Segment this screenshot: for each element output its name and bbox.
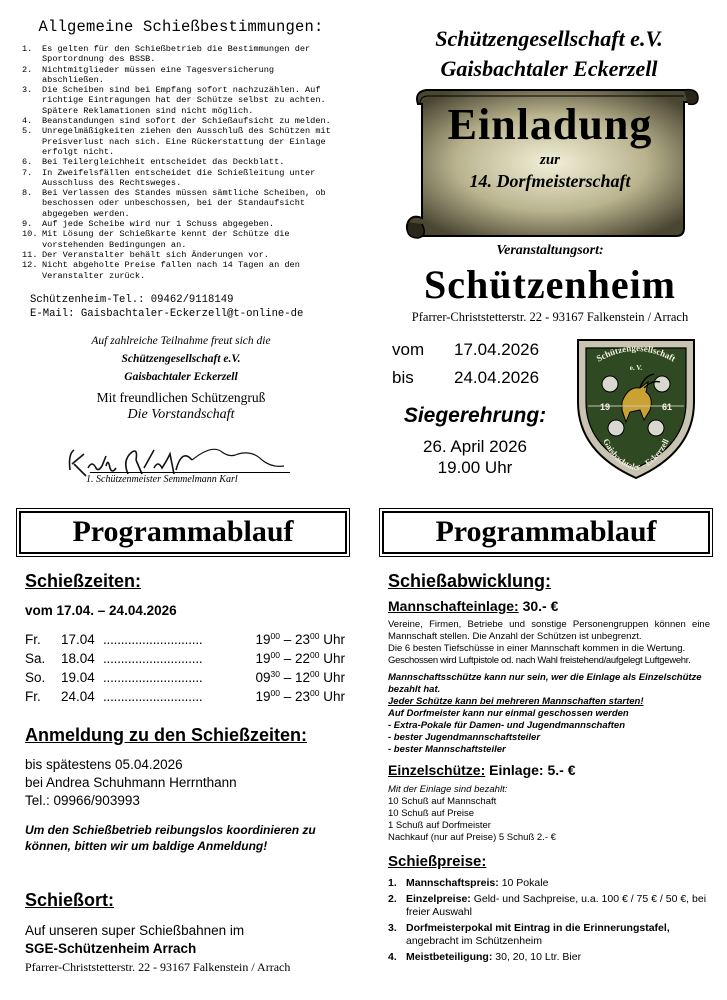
start-hour: 19	[255, 689, 271, 704]
time-unit: Uhr	[323, 651, 345, 666]
schedule-time: $19^{00} - 23^{00}$ Uhr	[255, 631, 345, 647]
team-text-3: Geschossen wird Luftpistole od. nach Wahl freistehend/aufgelegt Luftgewehr.	[388, 655, 691, 666]
rules-section	[22, 18, 340, 423]
prize-item	[388, 922, 710, 948]
rule-number: 6.	[22, 157, 33, 168]
program-title-right: Programmablauf	[382, 511, 710, 554]
prize-text: 30, 20, 10 Ltr. Bier	[495, 951, 582, 963]
invite-line-2: Schützengesellschaft e.V.	[121, 352, 241, 365]
team-note-6: - bester Mannschaftsteiler	[388, 744, 506, 755]
rule-text: Es gelten für den Schießbetrieb die Bestimmungen der Sportordnung des BSSB.	[42, 44, 311, 65]
signature-caption: 1. Schützenmeister Semmelmann Karl	[86, 474, 238, 485]
greeting: Mit freundlichen Schützengruß	[96, 389, 266, 405]
location-heading: Schießort:	[25, 890, 115, 910]
registration-phone: Tel.: 09966/903993	[25, 793, 140, 808]
prize-label: Meistbeteiligung:	[406, 951, 493, 963]
registration-note: Um den Schießbetrieb reibungslos koordinieren zu können, bitten wir um baldige Anmeldung!	[25, 823, 316, 853]
team-note-2: Jeder Schütze kann bei mehreren Mannschaften starten!	[388, 696, 644, 707]
signature-line	[90, 472, 290, 473]
time-unit: Uhr	[323, 670, 345, 685]
prize-label: Dorfmeisterpokal mit Eintrag in die Erinnerungstafel,	[406, 922, 670, 934]
crest-year-right: 61	[662, 402, 673, 412]
schedule-date: 19.04	[61, 670, 95, 685]
team-text-1: Vereine, Firmen, Betriebe und sonstige Personengruppen können eine Mannschaft stellen. Die Anzahl der Schützen ist unbegrenzt.	[388, 619, 710, 642]
prize-label: Mannschaftspreis:	[406, 877, 499, 889]
invite-line-3: Gaisbachtaler Eckerzell	[124, 370, 238, 383]
team-entry-fee: 30.- €	[522, 598, 559, 614]
prizes-list	[388, 877, 710, 967]
ceremony-label: Siegerehrung:	[403, 404, 547, 427]
team-note-4: - Extra-Pokale für Damen- und Jugendmannschaften	[388, 720, 626, 731]
rule-item	[22, 168, 340, 189]
venue-name: Schützenheim	[424, 262, 676, 307]
prize-item	[388, 893, 710, 919]
end-minute: 00	[310, 650, 320, 660]
ceremony-datetime	[395, 436, 555, 478]
end-hour: 23	[294, 632, 310, 647]
contact-email: E-Mail: Gaisbachtaler-Eckerzell@t-online-de	[30, 307, 304, 320]
prize-text: angebracht im Schützenheim	[406, 935, 542, 947]
team-description	[388, 619, 710, 667]
ceremony-time: 19.00 Uhr	[437, 458, 513, 477]
prize-item	[388, 951, 710, 964]
club-crest-logo	[574, 332, 698, 482]
rule-text: Nicht abgeholte Preise fallen nach 14 Tagen an den Veranstalter zurück.	[42, 260, 300, 281]
single-line-3: 1 Schuß auf Dorfmeister	[388, 820, 491, 831]
team-entry-label: Mannschafteinlage:	[388, 598, 519, 614]
rule-number: 10.	[22, 229, 38, 240]
single-entry-details	[388, 784, 710, 844]
rule-number: 7.	[22, 167, 33, 178]
location-address: Pfarrer-Christstetterstr. 22 - 93167 Falkenstein / Arrach	[25, 960, 291, 974]
registration-contact: bei Andrea Schuhmann Herrnthann	[25, 775, 237, 790]
contact-phone: Schützenheim-Tel.: 09462/9118149	[30, 293, 234, 306]
rule-number: 11.	[22, 249, 38, 260]
schedule-row	[25, 687, 345, 706]
crest-top-text: Schützengesellschaft	[594, 342, 678, 364]
shooting-times-heading: Schießzeiten:	[25, 571, 142, 591]
date-from-row	[392, 336, 539, 364]
schedule-dots: ............................	[103, 689, 203, 704]
rule-text: Mit Lösung der Schießkarte kennt der Schütze die vorstehenden Bedingungen an.	[42, 229, 290, 250]
schedule-time: $19^{00} - 22^{00}$ Uhr	[255, 650, 345, 666]
club-name-line-1: Schützengesellschaft e.V.	[435, 26, 663, 51]
invitation-subtitle: 14. Dorfmeisterschaft	[469, 171, 631, 191]
invitation-title: Einladung	[447, 100, 653, 149]
rule-number: 5.	[22, 126, 33, 137]
team-entry-row	[388, 598, 710, 614]
end-minute: 00	[310, 688, 320, 698]
start-minute: 30	[270, 669, 280, 679]
prize-content	[406, 951, 581, 964]
end-hour: 22	[294, 651, 310, 666]
single-entry-fee: Einlage: 5.- €	[489, 762, 576, 778]
prize-text: Geld- und Sachpreise, u.a. 100 € / 75 € / 50 €, bei freier Auswahl	[406, 893, 707, 918]
rule-item	[22, 44, 340, 65]
prize-number: 3.	[388, 922, 397, 934]
schedule-dots: ............................	[103, 651, 203, 666]
rule-number: 8.	[22, 188, 33, 199]
team-note-1: Mannschaftsschütze kann nur sein, wer die Einlage als Einzelschütze bezahlt hat.	[388, 672, 702, 695]
rule-text: Nichtmitglieder müssen eine Tagesversicherung abschließen.	[42, 64, 275, 85]
start-minute: 00	[270, 631, 280, 641]
rule-item	[22, 229, 340, 250]
rule-item	[22, 65, 340, 86]
rule-number: 1.	[22, 44, 33, 54]
single-line-4: Nachkauf (nur auf Preise) 5 Schuß 2.- €	[388, 832, 556, 843]
ceremony-date: 26. April 2026	[423, 437, 527, 456]
location-info	[25, 922, 345, 976]
rule-item	[22, 260, 340, 281]
single-entry-label: Einzelschütze:	[388, 762, 486, 778]
rules-title: Allgemeine Schießbestimmungen:	[38, 18, 324, 36]
venue-label: Veranstaltungsort:	[496, 243, 604, 258]
invitation-banner	[400, 100, 700, 192]
location-line-2: SGE-Schützenheim Arrach	[25, 941, 197, 956]
date-to-value: 24.04.2026	[454, 368, 540, 387]
rule-text: Beanstandungen sind sofort der Schießaufsicht zu melden.	[42, 116, 331, 127]
schedule-day: Fr.	[25, 689, 41, 704]
rule-text: In Zweifelsfällen entscheidet die Schießleitung unter Ausschluss des Rechtsweges.	[42, 167, 316, 188]
team-note-5: - bester Jugendmannschaftsteiler	[388, 732, 541, 743]
team-text-2: Die 6 besten Tiefschüsse in einer Mannschaft kommen in die Wertung.	[388, 643, 686, 654]
crest-year-left: 19	[600, 402, 611, 412]
crest-bottom-text: Gaisbachtaler - Eckerzell	[601, 436, 671, 473]
date-to-row	[392, 364, 539, 392]
program-title-left: Programmablauf	[19, 511, 347, 554]
rules-list	[22, 44, 340, 281]
rule-number: 9.	[22, 219, 33, 230]
schedule-row	[25, 630, 345, 649]
prize-content	[406, 922, 710, 948]
schedule-table	[25, 630, 345, 706]
rule-item	[22, 219, 340, 229]
prize-text: 10 Pokale	[501, 877, 549, 889]
rule-item	[22, 116, 340, 126]
start-hour: 19	[255, 632, 271, 647]
rule-item	[22, 250, 340, 260]
schedule-time: $09^{30} - 12^{00}$ Uhr	[255, 669, 345, 685]
location-line-1: Auf unseren super Schießbahnen im	[25, 923, 245, 938]
prize-label: Einzelpreise:	[406, 893, 471, 905]
prize-content	[406, 893, 710, 919]
rule-item	[22, 85, 340, 116]
end-hour: 23	[294, 689, 310, 704]
contact-block	[22, 293, 340, 321]
prize-number: 2.	[388, 893, 397, 905]
schedule-date: 24.04	[61, 689, 95, 704]
rule-text: Unregelmäßigkeiten ziehen den Ausschluß des Schützen mit Preisverlust nach sich. Eine Rückerstattung der Einlage erfolgt nicht.	[42, 126, 331, 157]
rule-number: 2.	[22, 64, 33, 75]
club-name	[378, 24, 720, 84]
schedule-row	[25, 649, 345, 668]
start-hour: 09	[255, 670, 271, 685]
prizes-heading: Schießpreise:	[388, 853, 487, 870]
rule-number: 3.	[22, 85, 33, 96]
rule-number: 12.	[22, 260, 38, 271]
invite-line-1: Auf zahlreiche Teilnahme freut sich die	[91, 334, 271, 347]
invitation-text	[22, 332, 340, 386]
venue-address: Pfarrer-Christstetterstr. 22 - 93167 Falkenstein / Arrach	[411, 310, 689, 324]
rule-item	[22, 157, 340, 167]
schedule-date: 17.04	[61, 632, 95, 647]
schedule-time: $19^{00} - 23^{00}$ Uhr	[255, 688, 345, 704]
rule-text: Der Veranstalter behält sich Änderungen vor.	[42, 249, 269, 260]
end-minute: 00	[310, 669, 320, 679]
single-intro: Mit der Einlage sind bezahlt:	[388, 784, 508, 795]
rule-text: Auf jede Scheibe wird nur 1 Schuss abgegeben.	[42, 219, 275, 230]
team-note-3: Auf Dorfmeister kann nur einmal geschossen werden	[388, 708, 629, 719]
crest-ev: e. V.	[629, 364, 643, 372]
end-minute: 00	[310, 631, 320, 641]
end-hour: 12	[294, 670, 310, 685]
start-hour: 19	[255, 651, 271, 666]
rule-item	[22, 188, 340, 219]
schedule-day: So.	[25, 670, 46, 685]
schedule-date: 18.04	[61, 651, 95, 666]
schedule-day: Sa.	[25, 651, 46, 666]
team-notes	[388, 672, 710, 756]
start-minute: 00	[270, 688, 280, 698]
schedule-dots: ............................	[103, 670, 203, 685]
time-unit: Uhr	[323, 689, 345, 704]
start-minute: 00	[270, 650, 280, 660]
rule-text: Die Scheiben sind bei Empfang sofort nachzuzählen. Auf richtige Eintragungen hat der Schütze selbst zu achten. Spätere Reklamationen sind nicht möglich.	[42, 85, 326, 116]
prize-number: 4.	[388, 951, 397, 963]
schedule-day: Fr.	[25, 632, 41, 647]
schedule-dots: ............................	[103, 632, 203, 647]
prize-number: 1.	[388, 877, 397, 889]
single-line-2: 10 Schuß auf Preise	[388, 808, 475, 819]
date-from-label: vom	[392, 340, 425, 359]
board-signoff: Die Vorstandschaft	[127, 406, 235, 422]
single-entry-row	[388, 762, 710, 778]
rule-text: Bei Teilergleichheit entscheidet das Deckblatt.	[42, 157, 285, 168]
prize-content	[406, 877, 548, 890]
date-from-value: 17.04.2026	[454, 340, 540, 359]
event-dates	[392, 336, 539, 392]
rule-number: 4.	[22, 116, 33, 127]
shooting-period: vom 17.04. – 24.04.2026	[25, 603, 177, 618]
rule-text: Bei Verlassen des Standes müssen sämtliche Scheiben, ob beschossen oder unbeschossen, bei der Standaufsicht abgegeben werden.	[42, 188, 326, 219]
prize-item	[388, 877, 710, 890]
registration-info	[25, 756, 345, 810]
club-name-line-2: Gaisbachtaler Eckerzell	[440, 56, 658, 81]
time-unit: Uhr	[323, 632, 345, 647]
schedule-row	[25, 668, 345, 687]
invitation-zur: zur	[539, 152, 561, 168]
rule-item	[22, 126, 340, 157]
date-to-label: bis	[392, 368, 414, 387]
registration-deadline: bis spätestens 05.04.2026	[25, 757, 183, 772]
procedure-heading: Schießabwicklung:	[388, 571, 552, 591]
registration-heading: Anmeldung zu den Schießzeiten:	[25, 725, 308, 745]
single-line-1: 10 Schuß auf Mannschaft	[388, 796, 497, 807]
